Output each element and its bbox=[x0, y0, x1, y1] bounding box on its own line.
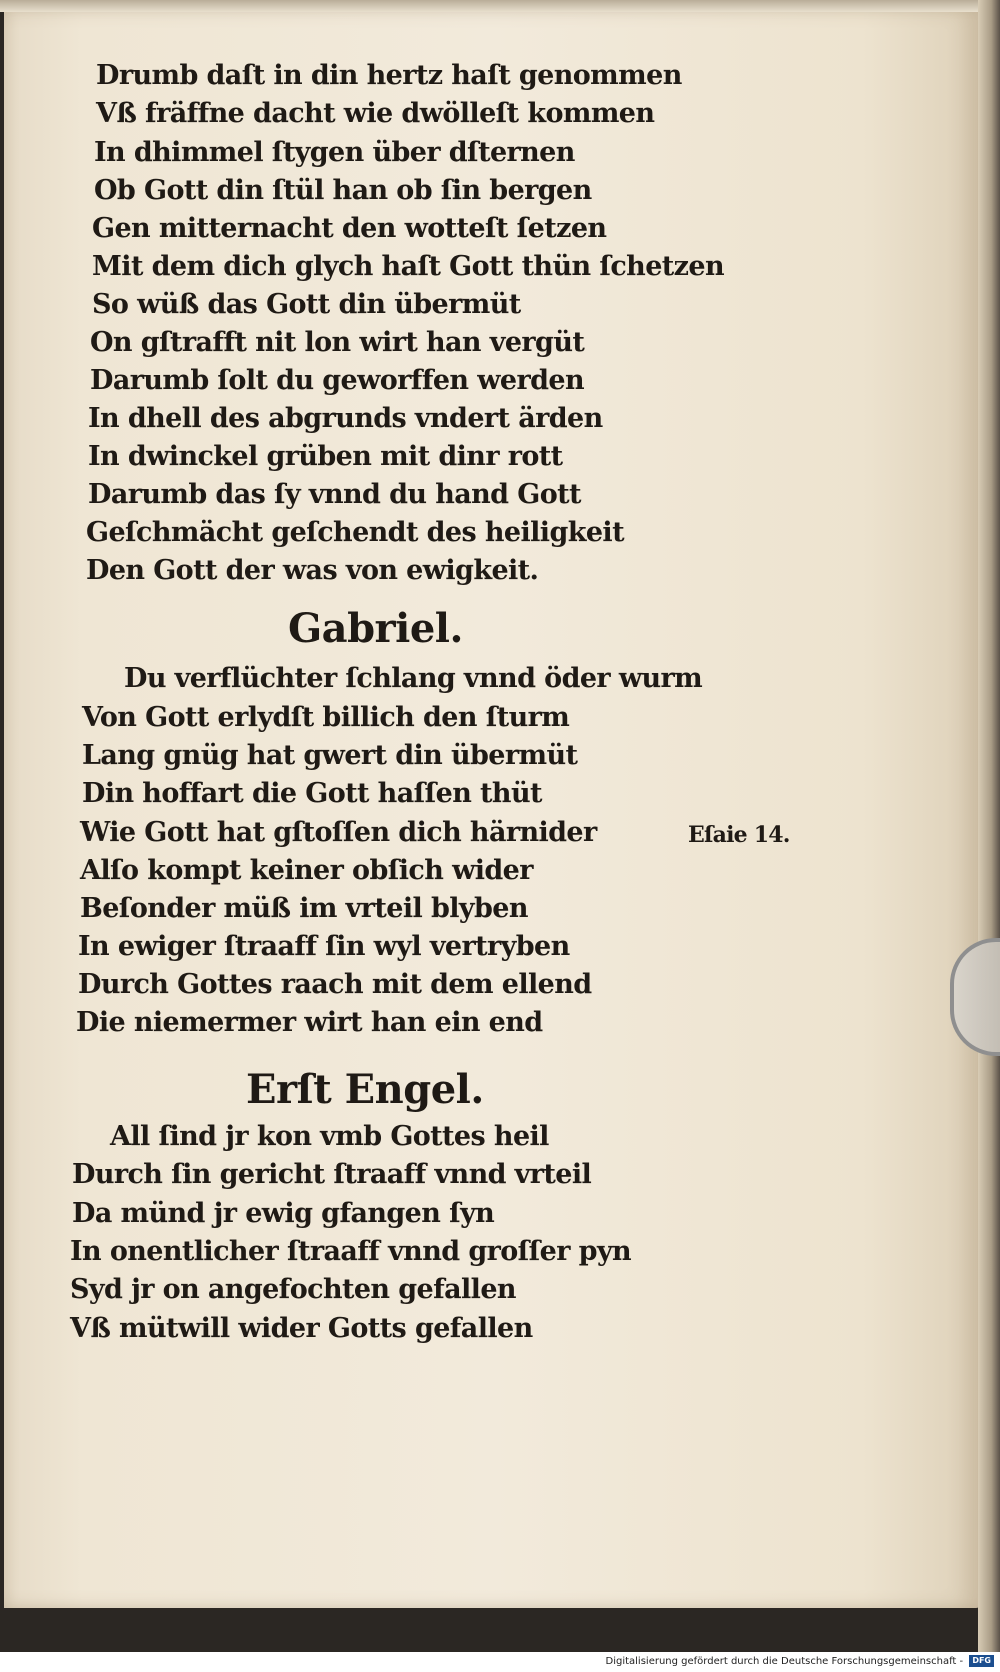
speaker-heading: Erſt Engel. bbox=[246, 1066, 484, 1113]
verse-line: Wie Gott hat gſtoſſen dich härnider bbox=[80, 817, 597, 848]
verse-line: Ob Gott din ſtül han ob ſin bergen bbox=[94, 175, 592, 206]
verse-line: In dhimmel ſtygen über dſternen bbox=[94, 137, 575, 168]
verse-line: Von Gott erlydſt billich den ſturm bbox=[82, 702, 570, 733]
verse-line: In onentlicher ſtraaff vnnd groſſer pyn bbox=[70, 1236, 632, 1267]
verse-line: Du verflüchter ſchlang vnnd öder wurm bbox=[124, 663, 703, 694]
marginal-note: Eſaie 14. bbox=[688, 822, 790, 848]
verse-line: Durch Gottes raach mit dem ellend bbox=[78, 969, 592, 1000]
verse-line: Den Gott der was von ewigkeit. bbox=[86, 555, 539, 586]
speaker-heading: Gabriel. bbox=[288, 605, 463, 652]
verse-line: Drumb daſt in din hertz haſt genommen bbox=[96, 60, 682, 91]
verse-line: Lang gnüg hat gwert din übermüt bbox=[82, 740, 578, 771]
verse-line: Darumb ſolt du geworffen werden bbox=[90, 365, 584, 396]
verse-line: On gſtrafft nit lon wirt han vergüt bbox=[90, 327, 585, 358]
verse-line: Durch ſin gericht ſtraaff vnnd vrteil bbox=[72, 1159, 592, 1190]
verse-line: Mit dem dich glych haſt Gott thün ſchetzen bbox=[92, 251, 725, 282]
verse-line: All ſind jr kon vmb Gottes heil bbox=[110, 1121, 549, 1152]
verse-line: Gen mitternacht den wotteſt ſetzen bbox=[92, 213, 607, 244]
verse-line: Din hoffart die Gott haſſen thüt bbox=[82, 778, 542, 809]
book-right-edge bbox=[978, 0, 1000, 1652]
verse-line: Vß mütwill wider Gotts gefallen bbox=[70, 1313, 533, 1344]
verse-line: In dwinckel grüben mit dinr rott bbox=[88, 441, 563, 472]
verse-line: So wüß das Gott din übermüt bbox=[92, 289, 521, 320]
verse-line: In ewiger ſtraaff ſin wyl vertryben bbox=[78, 931, 570, 962]
verse-line: Geſchmächt geſchendt des heiligkeit bbox=[86, 517, 624, 548]
verse-line: In dhell des abgrunds vndert ärden bbox=[88, 403, 603, 434]
verse-line: Da münd jr ewig gfangen ſyn bbox=[72, 1198, 495, 1229]
credit-text: Digitalisierung gefördert durch die Deutsche Forschungsgemeinschaft - bbox=[605, 1656, 964, 1667]
verse-line: Beſonder müß im vrteil blyben bbox=[80, 893, 528, 924]
dfg-logo: DFG bbox=[969, 1655, 994, 1667]
verse-line: Alſo kompt keiner obſich wider bbox=[80, 855, 533, 886]
verse-line: Syd jr on angefochten gefallen bbox=[70, 1274, 516, 1305]
digitization-credit bbox=[560, 1652, 1000, 1672]
verse-line: Die niemermer wirt han ein end bbox=[76, 1007, 543, 1038]
verse-line: Darumb das ſy vnnd du hand Gott bbox=[88, 479, 581, 510]
verse-line: Vß fräffne dacht wie dwölleſt kommen bbox=[96, 98, 655, 129]
